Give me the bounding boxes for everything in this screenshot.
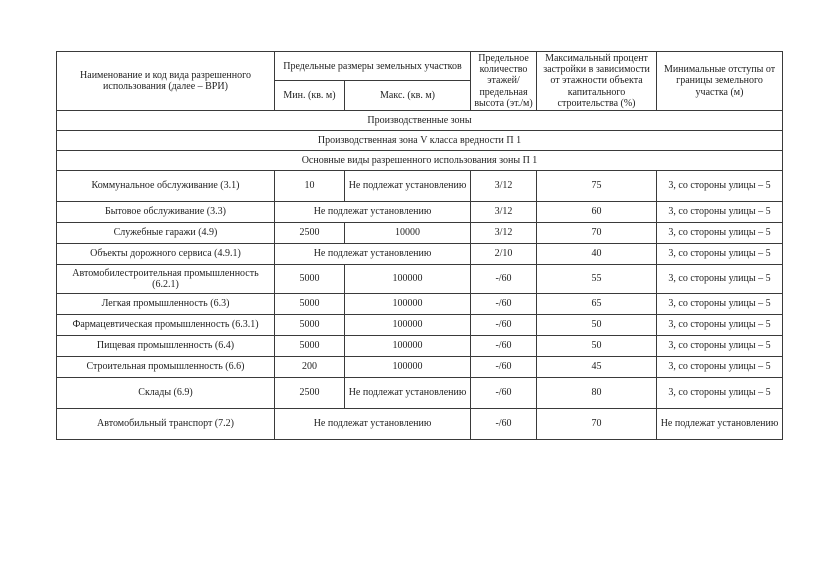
cell-min: 2500 <box>275 222 345 243</box>
cell-coverage: 80 <box>537 377 657 408</box>
cell-min: 10 <box>275 170 345 201</box>
table-body <box>57 110 783 439</box>
section-row <box>57 130 783 150</box>
cell-floors: -/60 <box>471 356 537 377</box>
table-row <box>57 335 783 356</box>
cell-name: Бытовое обслуживание (3.3) <box>57 201 275 222</box>
cell-name: Автомобильный транспорт (7.2) <box>57 408 275 439</box>
cell-max: 100000 <box>345 314 471 335</box>
cell-floors: -/60 <box>471 314 537 335</box>
cell-sizes-merged: Не подлежат установлению <box>275 201 471 222</box>
cell-floors: -/60 <box>471 408 537 439</box>
table-row <box>57 314 783 335</box>
header-coverage: Максимальный процент застройки в зависимости от этажности объекта капитального строительства (%) <box>537 52 657 111</box>
table-row <box>57 356 783 377</box>
cell-coverage: 50 <box>537 335 657 356</box>
cell-setback: 3, со стороны улицы – 5 <box>657 314 783 335</box>
cell-setback: 3, со стороны улицы – 5 <box>657 222 783 243</box>
cell-min: 200 <box>275 356 345 377</box>
section-row <box>57 110 783 130</box>
cell-sizes-merged: Не подлежат установлению <box>275 408 471 439</box>
cell-floors: 2/10 <box>471 243 537 264</box>
section-zone: Производственная зона V класса вредности П 1 <box>57 130 783 150</box>
cell-name: Коммунальное обслуживание (3.1) <box>57 170 275 201</box>
cell-name: Склады (6.9) <box>57 377 275 408</box>
cell-setback: 3, со стороны улицы – 5 <box>657 377 783 408</box>
cell-max: Не подлежат установлению <box>345 377 471 408</box>
cell-name: Легкая промышленность (6.3) <box>57 293 275 314</box>
cell-floors: 3/12 <box>471 201 537 222</box>
cell-setback: 3, со стороны улицы – 5 <box>657 243 783 264</box>
header-min: Мин. (кв. м) <box>275 81 345 110</box>
header-name: Наименование и код вида разрешенного использования (далее – ВРИ) <box>57 52 275 111</box>
cell-floors: 3/12 <box>471 222 537 243</box>
table-row <box>57 293 783 314</box>
cell-coverage: 50 <box>537 314 657 335</box>
header-setbacks: Минимальные отступы от границы земельного участка (м) <box>657 52 783 111</box>
header-floors: Предельное количество этажей/ предельная высота (эт./м) <box>471 52 537 111</box>
cell-name: Фармацевтическая промышленность (6.3.1) <box>57 314 275 335</box>
cell-sizes-merged: Не подлежат установлению <box>275 243 471 264</box>
cell-floors: -/60 <box>471 264 537 293</box>
table-header <box>57 52 783 111</box>
cell-name: Автомобилестроительная промышленность (6.2.1) <box>57 264 275 293</box>
table-row <box>57 408 783 439</box>
header-max: Макс. (кв. м) <box>345 81 471 110</box>
cell-floors: -/60 <box>471 293 537 314</box>
section-row <box>57 150 783 170</box>
cell-setback: 3, со стороны улицы – 5 <box>657 201 783 222</box>
cell-coverage: 45 <box>537 356 657 377</box>
cell-max: 100000 <box>345 293 471 314</box>
table-row <box>57 201 783 222</box>
cell-coverage: 75 <box>537 170 657 201</box>
cell-max: 100000 <box>345 264 471 293</box>
cell-coverage: 40 <box>537 243 657 264</box>
section-main-uses: Основные виды разрешенного использования зоны П 1 <box>57 150 783 170</box>
cell-name: Объекты дорожного сервиса (4.9.1) <box>57 243 275 264</box>
cell-max: Не подлежат установлению <box>345 170 471 201</box>
cell-name: Служебные гаражи (4.9) <box>57 222 275 243</box>
cell-name: Строительная промышленность (6.6) <box>57 356 275 377</box>
cell-coverage: 65 <box>537 293 657 314</box>
table-row <box>57 170 783 201</box>
section-zones: Производственные зоны <box>57 110 783 130</box>
cell-min: 2500 <box>275 377 345 408</box>
header-sizes-group: Предельные размеры земельных участков <box>275 52 471 81</box>
cell-setback: 3, со стороны улицы – 5 <box>657 356 783 377</box>
cell-max: 100000 <box>345 356 471 377</box>
table-row <box>57 264 783 293</box>
table-row <box>57 377 783 408</box>
cell-min: 5000 <box>275 314 345 335</box>
land-use-table <box>56 51 783 440</box>
cell-setback: 3, со стороны улицы – 5 <box>657 335 783 356</box>
cell-coverage: 55 <box>537 264 657 293</box>
cell-min: 5000 <box>275 335 345 356</box>
cell-coverage: 70 <box>537 408 657 439</box>
cell-setback: 3, со стороны улицы – 5 <box>657 293 783 314</box>
cell-floors: 3/12 <box>471 170 537 201</box>
cell-setback: 3, со стороны улицы – 5 <box>657 170 783 201</box>
cell-name: Пищевая промышленность (6.4) <box>57 335 275 356</box>
cell-setback: Не подлежат установлению <box>657 408 783 439</box>
cell-min: 5000 <box>275 264 345 293</box>
table-row <box>57 243 783 264</box>
cell-setback: 3, со стороны улицы – 5 <box>657 264 783 293</box>
table-row <box>57 222 783 243</box>
cell-floors: -/60 <box>471 335 537 356</box>
cell-coverage: 70 <box>537 222 657 243</box>
cell-min: 5000 <box>275 293 345 314</box>
cell-max: 10000 <box>345 222 471 243</box>
cell-coverage: 60 <box>537 201 657 222</box>
cell-max: 100000 <box>345 335 471 356</box>
cell-floors: -/60 <box>471 377 537 408</box>
